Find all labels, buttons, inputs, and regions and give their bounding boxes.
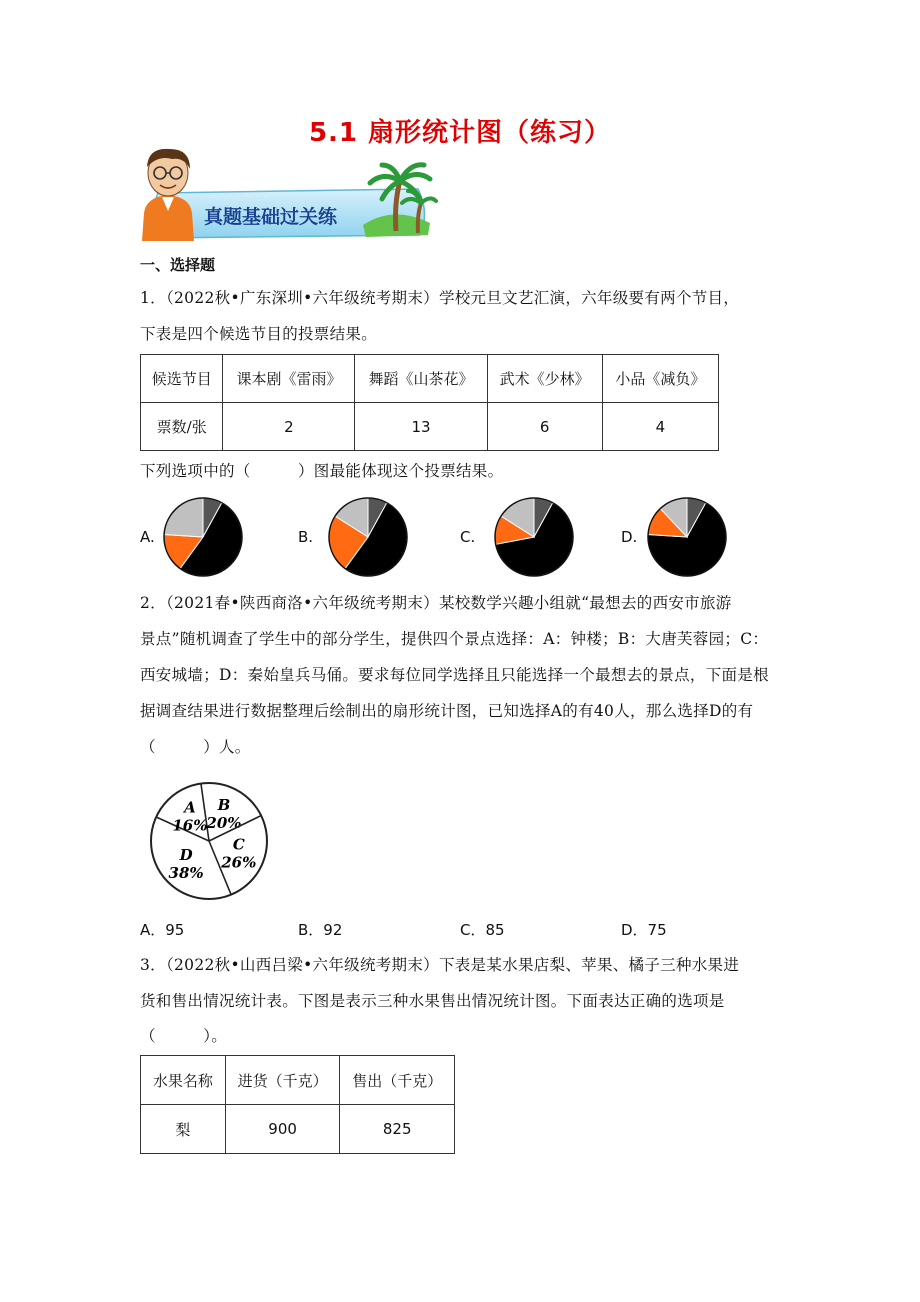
q2-option-b: B．92 [298, 921, 343, 939]
q2-text-line-5: （ ）人。 [140, 738, 251, 756]
pie-category-label: A [184, 798, 196, 817]
q1-option-d-label: D. [621, 528, 638, 546]
q2-option-a: A．95 [140, 921, 185, 939]
table-row [141, 403, 719, 451]
pie-value-label: 38% [168, 864, 204, 883]
table-cell: 13 [355, 403, 487, 451]
q2-text-line-2: 景点”随机调查了学生中的部分学生，提供四个景点选择：A：钟楼；B：大唐芙蓉园；C： [140, 630, 769, 648]
page-title: 5.1 扇形统计图（练习） [308, 118, 612, 148]
table-cell: 梨 [141, 1105, 226, 1154]
table-row [141, 1105, 455, 1154]
q1-option-b-pie [327, 496, 409, 578]
pie-category-label: C [232, 835, 245, 854]
table-row [141, 355, 719, 403]
table-cell: 2 [223, 403, 355, 451]
banner-title: 真题基础过关练 [204, 206, 338, 228]
table-header-cell: 小品《减负》 [602, 355, 718, 403]
q2-text-line-1: 2．（2021春•陕西商洛•六年级统考期末）某校数学兴趣小组就“最想去的西安市旅游 [140, 594, 732, 612]
q3-text-line-3: （ ）。 [140, 1027, 228, 1045]
table-header-cell: 进货（千克） [225, 1056, 340, 1105]
table-row [141, 1056, 455, 1105]
section-heading: 一、选择题 [140, 256, 216, 274]
q3-text-line-2: 货和售出情况统计表。下图是表示三种水果售出情况统计图。下面表达正确的选项是 [140, 992, 725, 1010]
table-cell: 4 [602, 403, 718, 451]
table-cell: 825 [340, 1105, 455, 1154]
q2-text-line-3: 西安城墙；D：秦始皇兵马俑。要求每位同学选择且只能选择一个最想去的景点，下面是根 [140, 666, 769, 684]
table-header-cell: 售出（千克） [340, 1056, 455, 1105]
pie-category-label: D [179, 846, 193, 865]
banner-graphic [138, 143, 438, 243]
q1-option-c-pie [493, 496, 575, 578]
q1-option-c-label: C. [460, 528, 476, 546]
q2-text-line-4: 据调查结果进行数据整理后绘制出的扇形统计图，已知选择A的有40人，那么选择D的有 [140, 702, 754, 720]
table-header-cell: 水果名称 [141, 1056, 226, 1105]
table-header-cell: 武术《少林》 [487, 355, 602, 403]
pie-category-label: B [217, 795, 231, 814]
table-cell: 6 [487, 403, 602, 451]
q1-option-a-label: A. [140, 528, 155, 546]
q3-text-line-1: 3．（2022秋•山西吕梁•六年级统考期末）下表是某水果店梨、苹果、橘子三种水果进 [140, 956, 740, 974]
table-header-cell: 候选节目 [141, 355, 223, 403]
q1-text-line-2: 下表是四个候选节目的投票结果。 [140, 325, 378, 343]
q2-option-c: C．85 [460, 921, 505, 939]
q1-text-line-1: 1．（2022秋•广东深圳•六年级统考期末）学校元旦文艺汇演，六年级要有两个节目， [140, 289, 740, 307]
q2-option-d: D．75 [621, 921, 667, 939]
table-row-label: 票数/张 [141, 403, 223, 451]
q1-prompt: 下列选项中的（ ）图最能体现这个投票结果。 [140, 462, 504, 480]
pie-value-label: 16% [172, 816, 208, 835]
table-cell: 900 [225, 1105, 340, 1154]
q1-option-b-label: B. [298, 528, 314, 546]
table-header-cell: 课本剧《雷雨》 [223, 355, 355, 403]
pie-value-label: 26% [221, 853, 257, 872]
pie-value-label: 20% [206, 813, 242, 832]
table-header-cell: 舞蹈《山茶花》 [355, 355, 487, 403]
q2-pie-chart [146, 778, 272, 904]
q1-vote-table [140, 354, 719, 451]
q1-option-d-pie [646, 496, 728, 578]
q1-option-a-pie [162, 496, 244, 578]
section-banner [138, 143, 438, 243]
q3-fruit-table [140, 1055, 455, 1154]
